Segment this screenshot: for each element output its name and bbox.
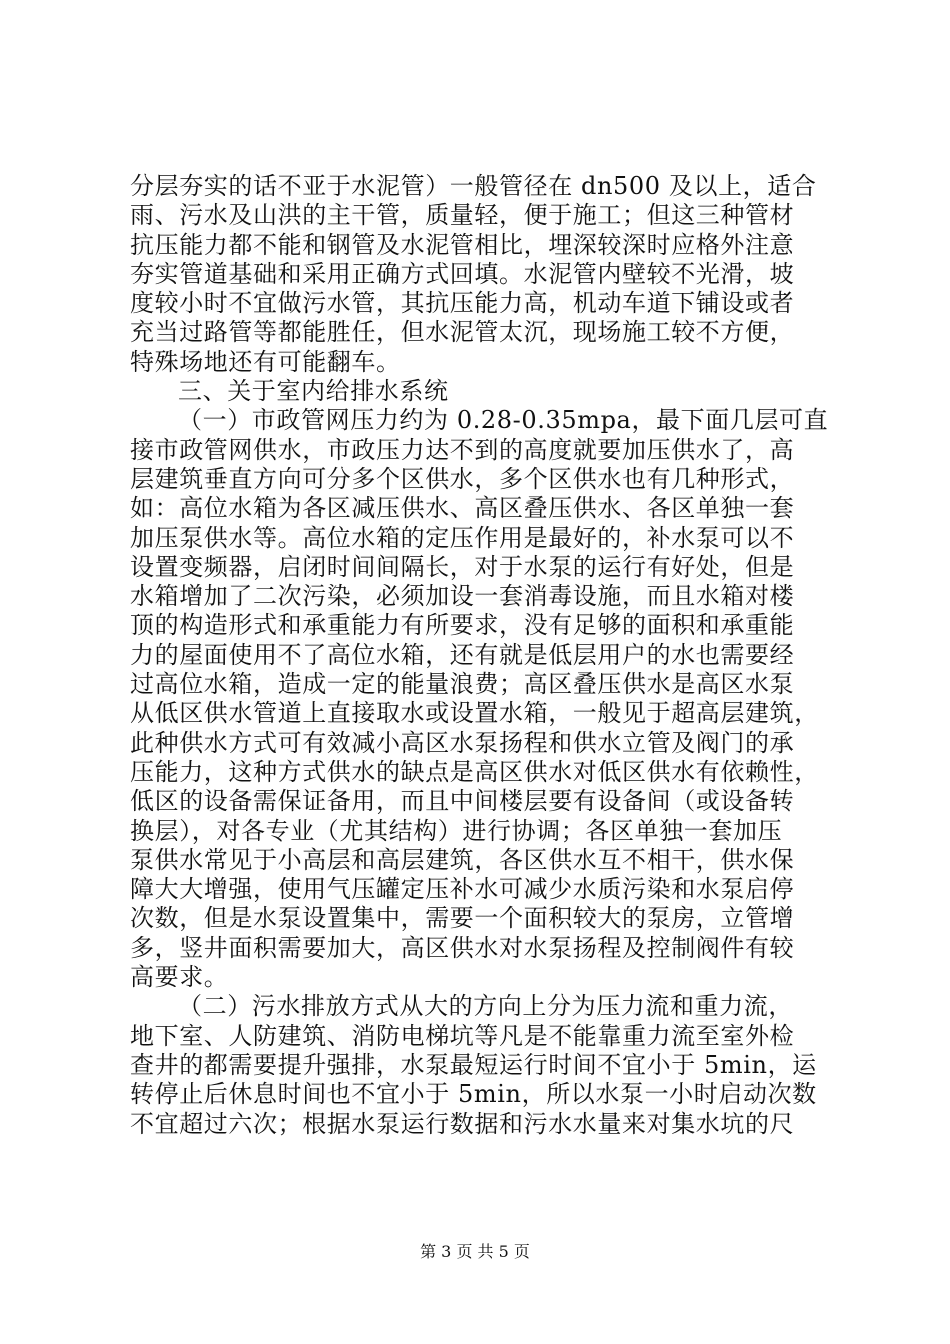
text-line: 设置变频器，启闭时间间隔长，对于水泵的运行有好处，但是 (130, 552, 795, 581)
text-line: 过高位水箱，造成一定的能量浪费；高区叠压供水是高区水泵 (130, 670, 795, 699)
text-line: 低区的设备需保证备用，而且中间楼层要有设备间（或设备转 (130, 787, 795, 816)
text-line: 雨、污水及山洪的主干管，质量轻，便于施工；但这三种管材 (130, 201, 795, 230)
page-footer: 第 3 页 共 5 页 (420, 1242, 530, 1261)
text-line: 泵供水常见于小高层和高层建筑，各区供水互不相干，供水保 (130, 845, 795, 874)
text-line: 不宜超过六次；根据水泵运行数据和污水水量来对集水坑的尺 (130, 1109, 795, 1138)
text-line: 压能力，这种方式供水的缺点是高区供水对低区供水有依赖性， (130, 757, 819, 786)
text-line: 分层夯实的话不亚于水泥管）一般管径在 dn500 及以上，适合 (130, 172, 817, 200)
text-line: 查井的都需要提升强排，水泵最短运行时间不宜小于 5min，运 (130, 1050, 817, 1079)
text-line: 特殊场地还有可能翻车。 (130, 347, 401, 376)
text-line: 水箱增加了二次污染，必须加设一套消毒设施，而且水箱对楼 (130, 582, 795, 611)
text-line: 如：高位水箱为各区减压供水、高区叠压供水、各区单独一套 (130, 494, 795, 523)
text-line: 层建筑垂直方向可分多个区供水，多个区供水也有几种形式， (130, 464, 795, 493)
paragraph-start: （二）污水排放方式从大的方向上分为压力流和重力流， (178, 992, 793, 1021)
text-line: 充当过路管等都能胜任，但水泥管太沉，现场施工较不方便， (130, 318, 795, 347)
text-line: 加压泵供水等。高位水箱的定压作用是最好的，补水泵可以不 (130, 523, 795, 552)
text-line: 地下室、人防建筑、消防电梯坑等凡是不能靠重力流至室外检 (130, 1021, 795, 1050)
text-line: 从低区供水管道上直接取水或设置水箱，一般见于超高层建筑， (130, 699, 819, 728)
text-line: 多，竖井面积需要加大，高区供水对水泵扬程及控制阀件有较 (130, 933, 795, 962)
text-line: 度较小时不宜做污水管，其抗压能力高，机动车道下铺设或者 (130, 289, 795, 318)
text-line: 次数，但是水泵设置集中，需要一个面积较大的泵房，立管增 (130, 904, 795, 933)
text-line: 高要求。 (130, 963, 229, 992)
text-line: 抗压能力都不能和钢管及水泥管相比，埋深较深时应格外注意 (130, 230, 795, 259)
text-line: 障大大增强，使用气压罐定压补水可减少水质污染和水泵启停 (130, 875, 795, 904)
text-line: 此种供水方式可有效减小高区水泵扬程和供水立管及阀门的承 (130, 728, 795, 757)
section-heading: 三、关于室内给排水系统 (178, 377, 449, 406)
body-text (130, 172, 830, 1139)
text-line: 接市政管网供水，市政压力达不到的高度就要加压供水了，高 (130, 435, 795, 464)
paragraph-start: （一）市政管网压力约为 0.28-0.35mpa，最下面几层可直 (178, 406, 829, 435)
text-line: 换层），对各专业（尤其结构）进行协调；各区单独一套加压 (130, 816, 783, 845)
text-line: 转停止后休息时间也不宜小于 5min，所以水泵一小时启动次数 (130, 1080, 817, 1109)
text-line: 夯实管道基础和采用正确方式回填。水泥管内壁较不光滑，坡 (130, 259, 795, 288)
text-line: 顶的构造形式和承重能力有所要求，没有足够的面积和承重能 (130, 611, 795, 640)
text-line: 力的屋面使用不了高位水箱，还有就是低层用户的水也需要经 (130, 640, 795, 669)
